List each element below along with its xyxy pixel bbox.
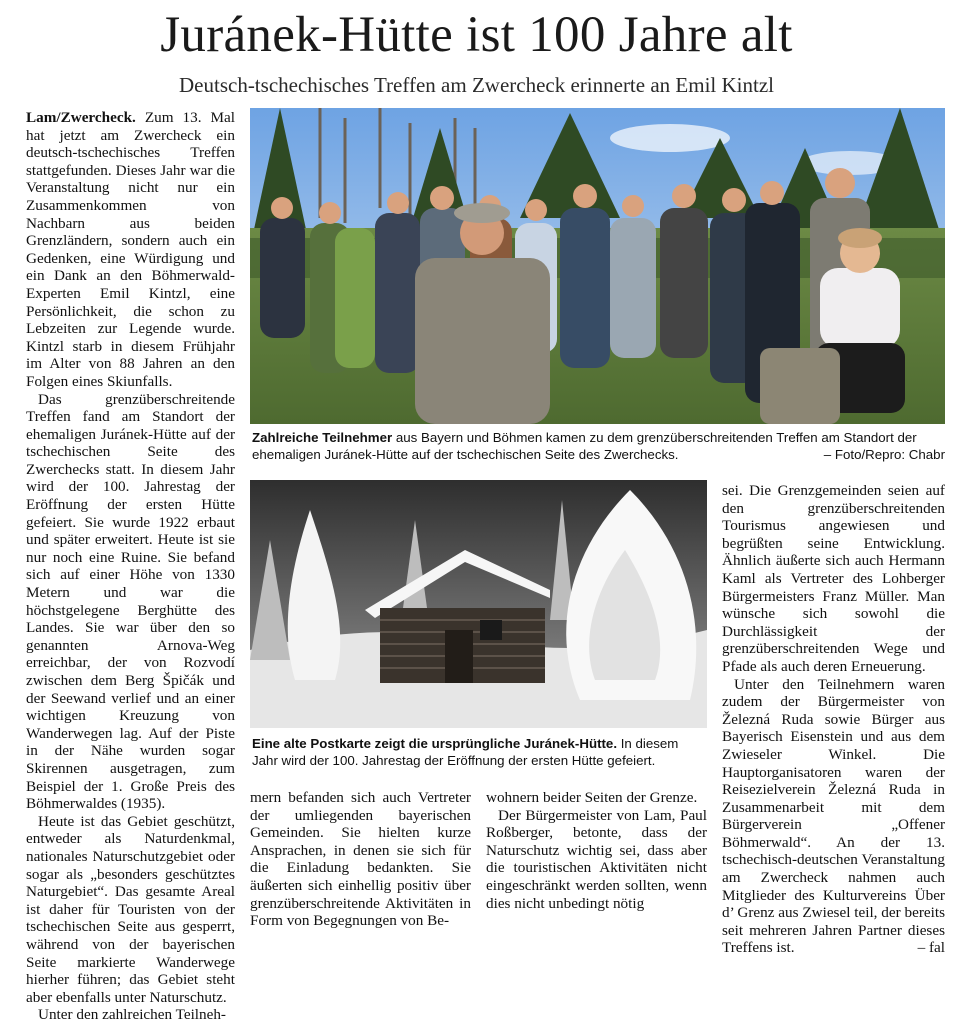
paragraph: Das grenzüberschreitende Treffen fand am Standort der ehemaligen Juránek-Hütte auf der tschechischen Seite des Zwerchecks statt. In diesem Jahr wird der 100. Jahrestag der Eröffnung der ersten Hütte gefeiert. Sie wurde 1922 erbaut und später erweitert. Heute ist sie nur noch eine Ruine. Sie befand sich auf einer Höhe von 1330 Metern und war die höchstgelegene Berghütte des Landes. Sie war über den so genannten Arnova-Weg erreichbar, der von Rozvodí zwischen dem Berg Špičák und der Seewand verlief und an einer wichtigen Kreuzung von Wanderwegen lag. Auf der Piste in der Nähe wurden sogar Skirennen ausgetragen, zum Beispiel der 1. Große Preis des Böhmerwaldes (1935). [26,390,235,813]
subheadline: Deutsch-tschechisches Treffen am Zwercheck erinnerte an Emil Kintzl [179,73,774,97]
group-photo [250,108,945,424]
caption-text: In diesem Jahr wird der 100. Jahrestag der Eröffnung der ersten Hütte gefeiert. [252,736,679,768]
caption-text: aus Bayern und Böhmen kamen zu dem grenzüberschreitenden Treffen am Standort der ehemaligen Juránek-Hütte auf der tschechischen Seite des Zwerchecks. [252,430,917,462]
paragraph [26,109,235,391]
author-signature: – fal [917,939,945,957]
postcard-photo-image [250,480,707,728]
photo-caption-1 [252,429,945,465]
article-column-1 [26,109,235,1024]
article-column-2 [250,789,471,929]
postcard-photo [250,480,707,728]
article-column-3 [486,789,707,929]
paragraph: Heute ist das Gebiet geschützt, entweder als Naturdenkmal, nationales Naturschutzgebiet oder sogar als „besonders geschütztes Naturgebiet“. Das gesamte Areal ist daher für Touristen von der tschechischen Seite aus gesperrt, während von der bayerischen Seite markierte Wanderwege hierher führen; das Gebiet steht aber ebenfalls unter Naturschutz. [26,812,235,1006]
dateline: Lam/Zwercheck. [26,109,136,126]
paragraph: wohnern beider Seiten der Grenze. [486,789,698,806]
paragraph-text: Unter den Teilnehmern waren zudem der Bürgermeister von Železná Ruda sowie Bürger aus Bayerisch Eisenstein und aus dem Zwieseler Winkel. Die Hauptorganisatoren waren der Reisezielverein Železná Ruda in Zusammenarbeit mit dem Bürgerverein „Offener Böhmerwald“. An der 13. tschechisch-deutschen Veranstaltung am Zwercheck nahmen auch Mitglieder des Kulturvereins Über d’ Grenz aus Zwiesel teil, der bereits seit mehreren Jahren Partner dieses Treffens ist. [722,675,945,957]
photo-caption-2 [252,735,707,771]
paragraph: mern befanden sich auch Vertreter der umliegenden bayerischen Gemeinden. Sie hielten kurze Ansprachen, in denen sie sich für die Einladung bedankten. Sie äußerten sich einhellig positiv über grenzüberschreitende Aktivitäten in Form von Begegnungen von Be- [250,789,471,930]
paragraph [722,676,945,958]
paragraph: Unter den zahlreichen Teilneh- [38,1006,226,1024]
headline: Juránek-Hütte ist 100 Jahre alt [160,7,793,63]
group-photo-image [250,108,945,424]
caption-lead: Eine alte Postkarte zeigt die ursprüngliche Juránek-Hütte. [252,736,618,751]
photo-credit: – Foto/Repro: Chabr [823,447,945,462]
paragraph: Der Bürgermeister von Lam, Paul Roßberger, betonte, dass der Naturschutz wichtig sei, dass aber die touristischen Aktivitäten nicht eingeschränkt werden sollten, wenn dies nicht unbedingt nötig [486,806,707,912]
paragraph-text: Zum 13. Mal hat jetzt am Zwercheck ein deutsch-tschechisches Treffen stattgefunden. Dieses Jahr war die Veranstaltung nicht nur ein Zusammenkommen von Nachbarn aus beiden Grenzländern, sondern auch ein Gedenken, eine Würdigung und ein Dank an den Böhmerwald-Experten Emil Kintzl, eine Persönlichkeit, die schon zu Lebzeiten zur Legende wurde. Kintzl starb in diesem Frühjahr im Alter von 88 Jahren an den Folgen eines Skiunfalls. [26,109,235,390]
article-column-4 [722,482,945,957]
caption-lead: Zahlreiche Teilnehmer [252,430,393,445]
paragraph: sei. Die Grenzgemeinden seien auf den grenzüberschreitenden Tourismus angewiesen und begrüßten seine Entwicklung. Ähnlich äußerte sich auch Hermann Kaml als Vertreter des Lohberger Bürgermeisters Franz Müller. Man wünsche sich sowohl die Durchlässigkeit der grenzüberschreitenden Wege und Pfade als auch deren Erneuerung. [722,482,945,675]
